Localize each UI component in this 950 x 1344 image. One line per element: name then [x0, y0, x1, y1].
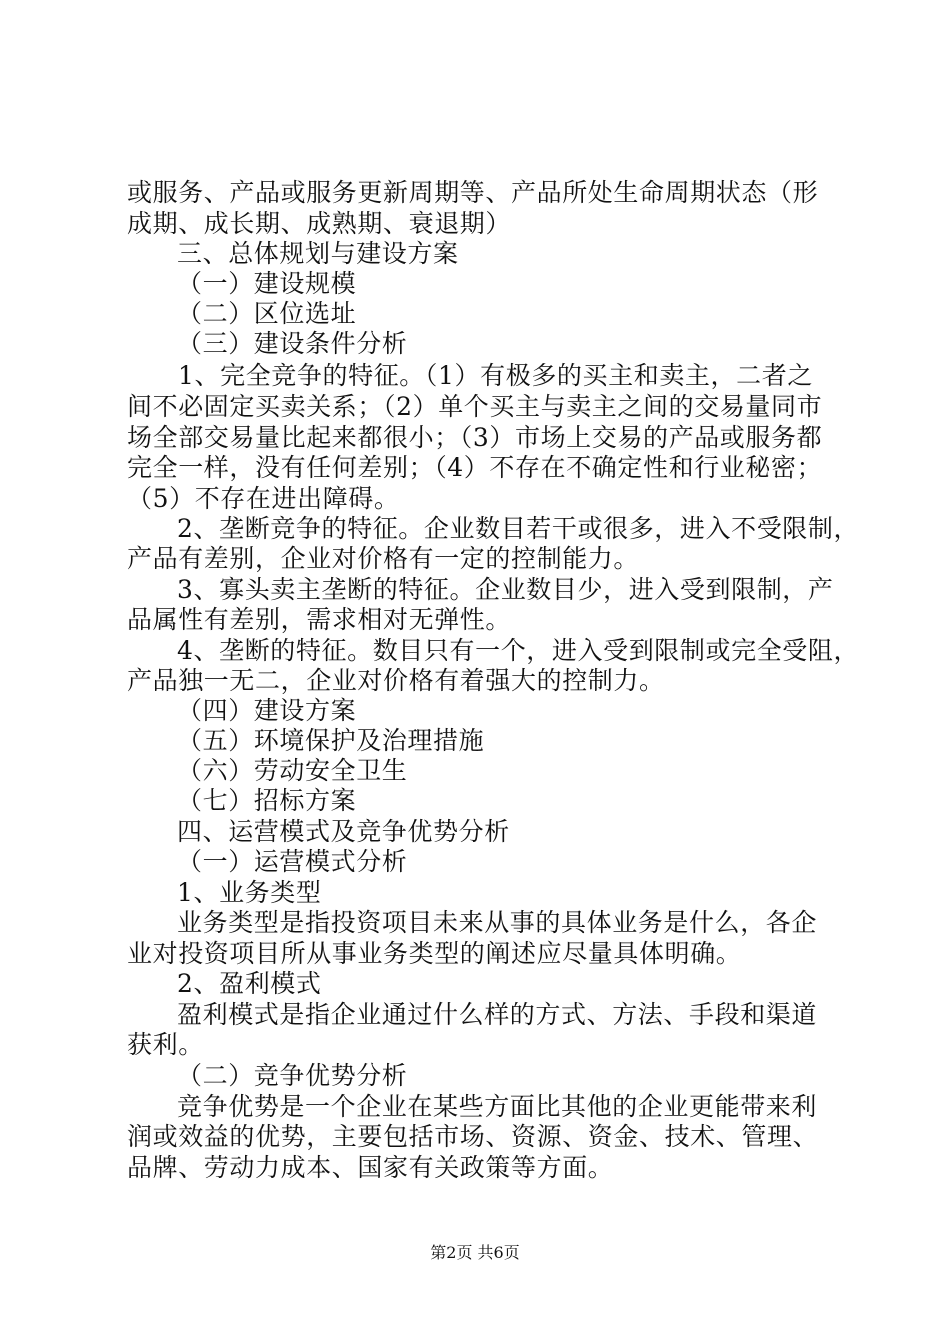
subsection-heading: （五）环境保护及治理措施	[177, 726, 485, 755]
item-heading: 1、业务类型	[177, 878, 322, 907]
body-line: 产品有差别，企业对价格有一定的控制能力。	[127, 544, 640, 573]
body-line: （5）不存在进出障碍。	[127, 484, 400, 513]
subsection-heading: （三）建设条件分析	[177, 329, 408, 358]
body-line: 产品独一无二，企业对价格有着强大的控制力。	[127, 666, 665, 695]
subsection-heading: （二）区位选址	[177, 299, 357, 328]
body-line: 4、垄断的特征。数目只有一个，进入受到限制或完全受阻，	[177, 636, 860, 665]
subsection-heading: （六）劳动安全卫生	[177, 756, 408, 785]
subsection-heading: （一）运营模式分析	[177, 847, 408, 876]
body-line: 盈利模式是指企业通过什么样的方式、方法、手段和渠道	[177, 1000, 818, 1029]
subsection-heading: （七）招标方案	[177, 786, 357, 815]
body-line: 2、垄断竞争的特征。企业数目若干或很多，进入不受限制，	[177, 514, 860, 543]
page-number-footer: 第2页 共6页	[430, 1243, 520, 1262]
body-line: 或服务、产品或服务更新周期等、产品所处生命周期状态（形	[127, 178, 819, 207]
subsection-heading: （四）建设方案	[177, 696, 357, 725]
body-line: 润或效益的优势，主要包括市场、资源、资金、技术、管理、	[127, 1122, 819, 1151]
body-line: 业务类型是指投资项目未来从事的具体业务是什么，各企	[177, 908, 818, 937]
body-line: 品牌、劳动力成本、国家有关政策等方面。	[127, 1153, 614, 1182]
body-line: 3、寡头卖主垄断的特征。企业数目少，进入受到限制，产	[177, 575, 834, 604]
body-line: 成期、成长期、成熟期、衰退期）	[127, 209, 512, 238]
body-line: 获利。	[127, 1030, 204, 1059]
body-line: 完全一样，没有任何差别；（4）不存在不确定性和行业秘密；	[127, 453, 823, 482]
section-heading: 三、总体规划与建设方案	[177, 239, 459, 268]
body-line: 1、完全竞争的特征。（1）有极多的买主和卖主，二者之	[178, 361, 813, 390]
body-line: 竞争优势是一个企业在某些方面比其他的企业更能带来利	[177, 1092, 818, 1121]
body-line: 业对投资项目所从事业务类型的阐述应尽量具体明确。	[127, 939, 742, 968]
subsection-heading: （一）建设规模	[177, 269, 357, 298]
subsection-heading: （二）竞争优势分析	[177, 1061, 408, 1090]
section-heading: 四、运营模式及竞争优势分析	[177, 817, 510, 846]
body-line: 间不必固定买卖关系；（2）单个买主与卖主之间的交易量同市	[127, 392, 823, 421]
body-line: 品属性有差别，需求相对无弹性。	[127, 605, 512, 634]
item-heading: 2、盈利模式	[177, 969, 322, 998]
body-line: 场全部交易量比起来都很小；（3）市场上交易的产品或服务都	[127, 423, 823, 452]
